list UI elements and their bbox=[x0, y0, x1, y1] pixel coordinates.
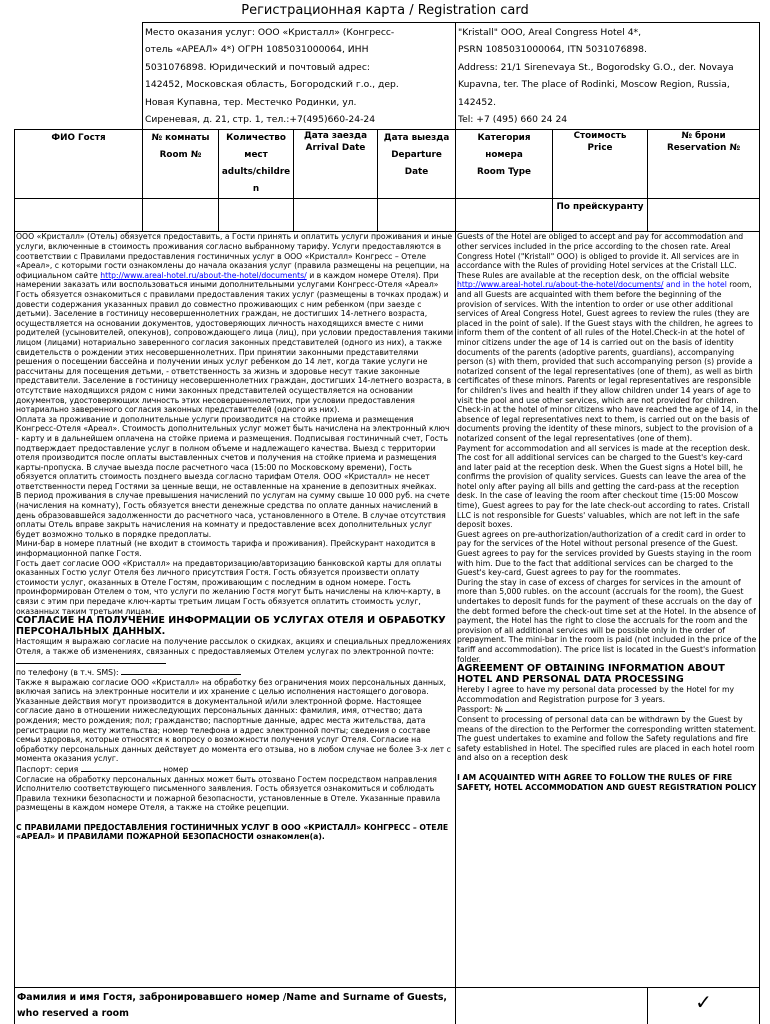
header-text: Количество bbox=[226, 133, 286, 144]
spacer bbox=[457, 763, 758, 773]
header-text: Стоимость bbox=[573, 131, 627, 142]
address-en-line: "Kristall" OOO, Areal Congress Hotel 4*, bbox=[458, 27, 642, 38]
consent-ru-text: Настоящим я выражаю согласие на получение рассылок о скидках, акциях и специальных предложениях Отеля, а также об изменениях, связанных с предоставляемых Отелем услугах по электронной почте: bbox=[16, 637, 452, 656]
acknowledgement-en: I AM ACQUAINTED WITH AGREE TO FOLLOW THE RULES OF FIRE SAFETY, HOTEL ACCOMMODATION AND GUEST REGISTRATION POLICY bbox=[457, 772, 757, 792]
header-text: Room Type bbox=[476, 167, 532, 178]
header-text: номера bbox=[485, 150, 523, 161]
address-ru-line: Место оказания услуг: ООО «Кристалл» (Конгресс- bbox=[145, 27, 395, 38]
header-arrival-date bbox=[294, 130, 378, 199]
page-title: Регистрационная карта / Registration card bbox=[241, 3, 529, 18]
header-text: Arrival Date bbox=[305, 143, 366, 154]
header-text: № комнаты bbox=[151, 133, 210, 144]
header-text: Room № bbox=[159, 150, 202, 161]
rules-ru-paragraph: Мини-бар в номере платный (не входит в стоимость тарифа и проживания). Прейскурант находится в информационной папке Гостя. bbox=[16, 539, 436, 559]
address-en-line: Kupavna, ter. The place of Rodinki, Moscow Region, Russia, bbox=[458, 79, 730, 91]
consent-ru-paragraph bbox=[16, 667, 454, 678]
consent-heading-ru: СОГЛАСИЕ НА ПОЛУЧЕНИЕ ИНФОРМАЦИИ ОБ УСЛУГАХ ОТЕЛЯ И ОБРАБОТКУ ПЕРСОНАЛЬНЫХ ДАННЫХ. bbox=[16, 615, 446, 637]
passport-number-line[interactable] bbox=[191, 764, 271, 772]
phone-line[interactable] bbox=[121, 667, 241, 675]
places-field[interactable] bbox=[219, 199, 294, 232]
address-ru-line: Сиреневая, д. 21, стр. 1, тел.:+7(495)660-24-24 bbox=[145, 114, 376, 126]
documents-link-ru[interactable]: http://www.areal-hotel.ru/about-the-hotel/documents/ bbox=[100, 270, 307, 280]
passport-number-label: номер bbox=[163, 764, 189, 774]
header-text: ФИО Гостя bbox=[51, 133, 106, 144]
room-number-field[interactable] bbox=[143, 199, 219, 232]
header-text: Price bbox=[587, 143, 613, 154]
rules-russian bbox=[15, 232, 456, 988]
rules-en-paragraph bbox=[457, 232, 758, 443]
address-en-line: Tel: +7 (495) 660 24 24 bbox=[458, 114, 568, 126]
departure-date-field[interactable] bbox=[378, 199, 456, 232]
header-text: Reservation № bbox=[666, 143, 741, 154]
consent-en-paragraph: Consent to processing of personal data can be withdrawn by the Guest by means of the direction to the Performer the corresponding written statement. bbox=[457, 714, 757, 734]
room-type-field[interactable] bbox=[456, 199, 553, 232]
rules-ru-paragraph: Гость дает согласие ООО «Кристалл» на предавторизацию/авторизацию банковской карты для оплаты оказанных Гостю услуг Отеля без личного присутствия Гостя. Гость обязуется произвести оплату стоимости услуг, оказанных в Отеле Гостям, проживающим с последним в одном номере. Гость проинформирован Отелем о том, что услуги по желанию Гостя могут быть начислены на ключ-карту, в связи с этим при передаче ключ-карты третьим лицам Гость обязуется оплатить стоимость услуг, оказанных таким третьим лицам. bbox=[16, 558, 442, 616]
reservation-number-field[interactable] bbox=[648, 199, 760, 232]
header-text: Departure bbox=[391, 150, 442, 161]
acknowledgement-ru: С ПРАВИЛАМИ ПРЕДОСТАВЛЕНИЯ ГОСТИНИЧНЫХ УСЛУГ В ООО «КРИСТАЛЛ» КОНГРЕСС – ОТЕЛЕ «АРЕАЛ» И ПРАВИЛАМИ ПОЖАРНОЙ БЕЗОПАСНОСТИ ознакомлен(а). bbox=[16, 822, 449, 842]
header-text: Дата выезда bbox=[383, 133, 450, 144]
rules-en-text: room, and all Guests are acquainted with them before the beginning of the provision of services. With the intention to order or use other additional services of Areal Congress Hotel, Guest agrees to review the rules (they are placed in the point of sale). If the Guest stays with the children, he agrees to inform them of the content of all rules of the Hotel.Check-in at the hotel of minor citizens under the age of 14 is carried out on the basis of identity documents of the parents (adoptive parents, guardians), accompanying person (s) with them, provided that such accompanying person (s) provide a notarized consent of the legal representatives (one of them), as well as birth certificates of these minors. Parents or legal representatives are responsible for children's lives and health if they allow children under 14 years of age to visit the pool and use other services, which are not provided for children. Check-in at the hotel of minor citizens who have reached the age of 14, in the absence of legal representatives next to them, is carried out on the basis of documents proving the identity of these minors, subject to the provision of a notarized consent of the legal representatives (one of them). bbox=[457, 280, 758, 443]
price-value: По прейскуранту bbox=[553, 199, 648, 232]
address-en-line: Address: 21/1 Sirenevaya St., Bogorodsky G.O., der. Novaya bbox=[458, 61, 734, 73]
address-en-line: 142452. bbox=[458, 96, 497, 108]
passport-ru-paragraph bbox=[16, 764, 454, 775]
rules-ru-text: и в каждом номере Отеля). При намерении заказать или воспользоваться иными дополнительными услугами Конгресс-Отеля «Ареал» Гость обязуется ознакомиться с правилами предоставления таких услуг (размещены в точках продаж) и довести содержания указанных правил до совместно проживающих с ним ребенком (при заезде с детьми). Заселение в гостиницу несовершеннолетних граждан, не достигших 14-летнего возраста, осуществляется на основании документов, удостоверяющих личность находящихся вместе с ними родителей (усыновителей, опекунов), сопровождающего лица (лиц), при условии предоставления такими лицом (лицами) нотариально заверенного согласия законных представителей (одного из них), а также свидетельств о рождении этих несовершеннолетних. При принятии законными представителями решения о посещении бассейна и получении иных услуг ребенком до 14 лет, когда такие услуги не рассчитаны для посещения детьми, - ответственность за жизнь и здоровье несут такие законные представители. Заселение в гостиницу несовершеннолетних граждан, достигших 14-летнего возраста, в отсутствие находящихся рядом с ними законных представителей осуществляется на основании документов, удостоверяющих личность этих несовершеннолетних, при условии предоставления нотариально заверенного согласия законных представителей (одного из них). bbox=[16, 270, 454, 415]
address-ru-line: 142452, Московская область, Богородский г.о., дер. bbox=[145, 79, 399, 91]
consent-ru-text: по телефону (в т.ч. SMS): bbox=[16, 667, 119, 677]
header-departure-date bbox=[378, 130, 456, 199]
header-text: adults/childre bbox=[221, 167, 291, 178]
header-guest-name bbox=[15, 130, 143, 199]
address-ru-line: 5031076898. Юридический и почтовый адрес: bbox=[145, 61, 370, 73]
rules-ru-paragraph: Оплата за проживание и дополнительные услуги производится на стойке приема и размещения Конгресс-Отеля «Ареал». Стоимость дополнительных услуг может быть начислена на электронный ключ - карту и в дальнейшем оплачена на стойке приема и размещения. Подписывая гостиничный счет, Гость подтверждает предоставление услуг в полном объеме и надлежащего качества. Выезд с территории отеля производится после оплаты выставленных счетов и получения на стойке приема и размещения карты-пропуска. В случае выезда после расчетного часа (15:00 по Московскому времени), Гость обязуется оплатить стоимость позднего выезда согласно тарифам Отеля. ООО «Кристалл» не несет ответственности перед Гостями за ценные вещи, не оставленные на хранение в депозитных ячейках. bbox=[16, 414, 450, 491]
header-text: Дата заезда bbox=[303, 131, 368, 142]
consent-en-paragraph: The guest undertakes to examine and follow the Safety regulations and fire safety established in Hotel. The specified rules are placed in each hotel room and also on a reception desk bbox=[457, 734, 755, 763]
arrival-date-field[interactable] bbox=[294, 199, 378, 232]
header-text: № брони bbox=[681, 131, 726, 142]
passport-series-line[interactable] bbox=[81, 764, 161, 772]
rules-en-paragraph: During the stay in case of excess of charges for services in the amount of more than 5,000 rubles. on the account (accruals for the room), the Guest undertakes to deposit funds for the payment of these accruals on the day of the debt formed before the check-out time set at the Hotel. In the absence of payment, the Hotel has the right to close the accruals for the room and the provision of all additional services will be possible only in the order of prepayment. The mini-bar in the room is paid (not included in the price of the tariff and accommodation). The price list is located in the Guest's information folder. bbox=[457, 577, 757, 664]
documents-link-en[interactable]: http://www.areal-hotel.ru/about-the-hotel/documents/ bbox=[457, 280, 664, 290]
rules-ru-text: ООО «Кристалл» (Отель) обязуется предоставить, а Гости принять и оплатить услуги проживания и иные услуги, включенные в стоимость проживания согласно выбранному тарифу. Услуги предоставляются в соответствии с Правилами предоставления гостиничных услуг в ООО «Кристалл» Конгресс – Отеле «Ареал», с которыми гости ознакомлены до начала оказания услуг (правила размещены на рецепции, на официальном сайте bbox=[16, 232, 453, 280]
logo-area bbox=[15, 23, 143, 130]
header-places bbox=[219, 130, 294, 199]
address-ru-line: Новая Купавна, тер. Местечко Родинки, ул. bbox=[145, 96, 357, 108]
passport-en-label: Passport: № bbox=[457, 705, 503, 715]
rules-en-paragraph: Guest agrees on pre-authorization/authorization of a credit card in order to pay for the services of the Hotel without personal presence of the Guest. Guest agrees to pay for the services provided by Guests staying in the room with him. Due to the fact that additional services can be charged to the Guest's key-card, Guest agrees to pay for the roommates. bbox=[457, 529, 752, 578]
rules-english bbox=[456, 232, 760, 988]
header-reservation-number bbox=[648, 130, 760, 199]
address-ru-line: отель «АРЕАЛ» 4*) ОГРН 1085031000064, ИНН bbox=[145, 44, 369, 56]
reserver-name-label: Фамилия и имя Гостя, забронировавшего номер /Name and Surname of Guests, who reserved a room bbox=[15, 988, 456, 1024]
guest-name-field[interactable] bbox=[15, 199, 143, 232]
rules-en-text: Guests of the Hotel are obliged to accept and pay for accommodation and other services included in the price according to the chosen rate. Areal Congress Hotel ("Kristall" OOO) is obliged to provide it. All services are in accordance with the Rules of providing Hotel services at the Cristall LLC. These Rules are available at the reception desk, on the official website bbox=[457, 232, 744, 280]
reserver-name-field[interactable] bbox=[456, 988, 648, 1024]
header-text: Date bbox=[404, 167, 429, 178]
header-room-category bbox=[456, 130, 553, 199]
address-english bbox=[456, 23, 760, 130]
registration-card-table bbox=[14, 22, 760, 1024]
header-room bbox=[143, 130, 219, 199]
email-line[interactable] bbox=[16, 656, 166, 664]
consent-en-paragraph: Hereby I agree to have my personal data processed by the Hotel for my Accommodation and Registration purpose for 3 years. bbox=[457, 685, 735, 704]
address-russian bbox=[143, 23, 456, 130]
spacer bbox=[16, 813, 454, 823]
header-text: мест bbox=[244, 150, 268, 161]
passport-series-label: Паспорт: серия bbox=[16, 764, 79, 774]
rules-en-text: and in the hotel bbox=[665, 280, 727, 290]
check-icon: ✓ bbox=[648, 988, 760, 1024]
consent-ru-paragraph: Также я выражаю согласие ООО «Кристалл» на обработку без ограничения моих персональных данных, включая запись на электронные носители и их хранение с целью исполнения настоящего договора. Указанные действия могут производится в документальной и/или электронной форме. Настоящее согласие дано в отношении нижеследующих персональных данных: фамилия, имя, отчество; дата рождения; место рождения; пол; гражданство; паспортные данные, адрес места жительства, дата регистрации по месту жительства; номер телефона и адрес электронной почты; сведения о составе семьи здоровья, которые относятся к вопросу о возможности получения услуг Отеля. Согласие на обработку персональных данных действует до момента его отзыва, но в любом случае не более 3-х лет с момента оказания услуг. bbox=[16, 677, 451, 764]
passport-en-paragraph bbox=[457, 704, 758, 715]
header-text: n bbox=[252, 184, 260, 195]
passport-en-line[interactable] bbox=[505, 704, 685, 712]
consent-ru-paragraph: Согласие на обработку персональных данных может быть отозвано Гостем посредством направления Исполнителю соответствующего письменного заявления. Гость обязуется ознакомиться и соблюдать Правила техники безопасности и пожарной безопасности, установленные в Отеле. Указанные правила размещены в каждом номере Отеля, а также на стойке рецепции. bbox=[16, 774, 441, 813]
rules-ru-paragraph bbox=[16, 232, 454, 414]
rules-ru-paragraph: В период проживания в случае превышения начислений по услугам на сумму свыше 10 000 руб. на счете (начисления на комнату), Гость обязуется внести денежные средства по оплате данных начислений в день образовавшейся задолженности до расчетного часа, установленного в Отеле. В случае отсутствия оплаты Отель вправе закрыть начисления на комнату и предоставление всех дополнительных услуг будет возможно только в порядке предоплаты. bbox=[16, 491, 450, 539]
rules-en-paragraph: Payment for accommodation and all services is made at the reception desk. The cost for all additional services can be charged to the Guest's key-card and later paid at the reception desk. When the Guest signs a Hotel bill, he confirms the provision of quality services. Guests can leave the area of the hotel only after paying all bills and getting the card-pass at the reception desk. In the case of leaving the room after checkout time (15:00 Moscow time), Guest agrees to pay for the late check-out according to rates. Cristall LLC is not responsible for Guests' valuables, which are not left in the safe deposit boxes. bbox=[457, 443, 751, 530]
header-price bbox=[553, 130, 648, 199]
header-text: Категория bbox=[477, 133, 531, 144]
consent-ru-paragraph bbox=[16, 637, 454, 667]
address-en-line: PSRN 1085031000064, ITN 5031076898. bbox=[458, 44, 647, 56]
consent-heading-en: AGREEMENT OF OBTAINING INFORMATION ABOUT HOTEL AND PERSONAL DATA PROCESSING bbox=[457, 663, 725, 685]
